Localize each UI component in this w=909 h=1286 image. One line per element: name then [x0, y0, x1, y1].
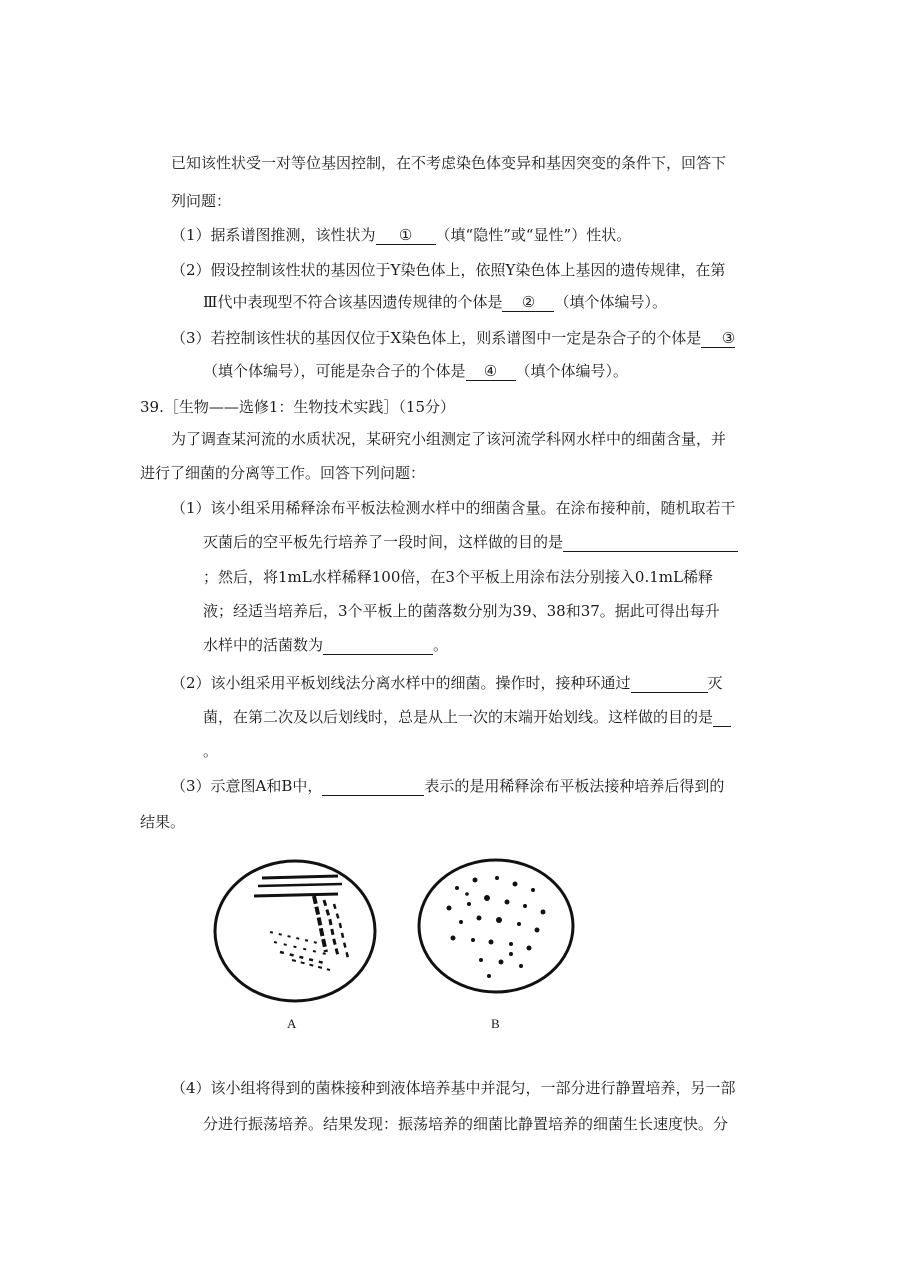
q38-part-2-line-2 — [203, 291, 667, 313]
answer-blank-sterilize[interactable] — [631, 674, 708, 693]
q38-3-text-2: （填个体编号），可能是杂合子的个体是 — [203, 362, 466, 380]
q39-1-period: 。 — [433, 636, 449, 654]
q39-3-text: （3）示意图A和B中， — [171, 777, 323, 795]
q38-part-1 — [171, 224, 631, 246]
q38-part-3-line-1 — [171, 327, 735, 349]
answer-blank-4[interactable]: ④ — [466, 362, 516, 381]
q38-1-text: （1）据系谱图推测，该性状为 — [171, 226, 376, 244]
q39-1-line-4: 液；经适当培养后，3个平板上的菌落数分别为39、38和37。据此可得出每升 — [203, 602, 720, 620]
q38-part-2-line-1: （2）假设控制该性状的基因位于Y染色体上，依照Y染色体上基因的遗传规律，在第 — [171, 261, 726, 279]
q39-2-text: （2）该小组采用平板划线法分离水样中的细菌。操作时，接种环通过 — [171, 674, 631, 692]
q39-3-line-2: 结果。 — [140, 813, 186, 831]
q39-1-line-1: （1）该小组采用稀释涂布平板法检测水样中的细菌含量。在涂布接种前，随机取若干 — [171, 499, 736, 517]
q39-3-line-1 — [171, 775, 724, 797]
figure-label-b: B — [491, 1016, 500, 1031]
q38-2-text: Ⅲ代中表现型不符合该基因遗传规律的个体是 — [203, 293, 503, 311]
q38-3-tail: （填个体编号）。 — [515, 362, 629, 380]
answer-blank-count[interactable] — [323, 636, 433, 655]
q39-3-tail: 表示的是用稀释涂布平板法接种培养后得到的 — [424, 777, 725, 795]
answer-blank-figure[interactable] — [322, 777, 424, 796]
q39-1-text: 灭菌后的空平板先行培养了一段时间，这样做的目的是 — [203, 533, 564, 551]
q39-1-line-2 — [203, 531, 738, 553]
intro-line-2: 列问题： — [171, 192, 232, 210]
q39-2-line-3: 。 — [203, 742, 219, 760]
q39-2-text-2: 菌，在第二次及以后划线时，总是从上一次的末端开始划线。这样做的目的是 — [203, 708, 714, 726]
q39-2-tail: 灭 — [707, 674, 723, 692]
answer-blank-purpose-2[interactable] — [713, 708, 731, 727]
q39-4-line-2: 分进行振荡培养。结果发现：振荡培养的细菌比静置培养的细菌生长速度快。分 — [203, 1115, 729, 1133]
q39-stem-1: 为了调查某河流的水质状况，某研究小组测定了该河流学科网水样中的细菌含量，并 — [171, 430, 727, 448]
q39-1-text-5: 水样中的活菌数为 — [203, 636, 324, 654]
q39-stem-2: 进行了细菌的分离等工作。回答下列问题： — [140, 464, 426, 482]
q39-4-line-1: （4）该小组将得到的菌株接种到液体培养基中并混匀，一部分进行静置培养，另一部 — [171, 1079, 736, 1097]
answer-blank-3[interactable]: ③ — [701, 329, 735, 348]
q39-title: 39.［生物——选修1：生物技术实践］（15分） — [140, 398, 455, 416]
q39-2-line-1 — [171, 672, 723, 694]
figure-label-a: A — [287, 1016, 297, 1031]
q38-1-tail: （填“隐性”或“显性”）性状。 — [435, 226, 632, 244]
q39-1-line-5 — [203, 634, 448, 656]
answer-blank-purpose[interactable] — [563, 533, 738, 552]
answer-blank-2[interactable]: ② — [502, 293, 554, 312]
q39-1-line-3: ；然后，将1mL水样稀释100倍，在3个平板上用涂布法分别接入0.1mL稀释 — [203, 568, 713, 586]
answer-blank-1[interactable]: ① — [376, 226, 436, 245]
q38-3-text: （3）若控制该性状的基因仅位于X染色体上，则系谱图中一定是杂合子的个体是 — [171, 329, 702, 347]
spread-plate-figure-b — [415, 856, 577, 996]
streak-plate-figure-a — [210, 856, 380, 1006]
q38-part-3-line-2 — [203, 360, 628, 382]
q39-2-line-2 — [203, 706, 731, 728]
q38-2-tail: （填个体编号）。 — [554, 293, 667, 311]
intro-line-1: 已知该性状受一对等位基因控制，在不考虑染色体变异和基因突变的条件下，回答下 — [171, 154, 727, 172]
